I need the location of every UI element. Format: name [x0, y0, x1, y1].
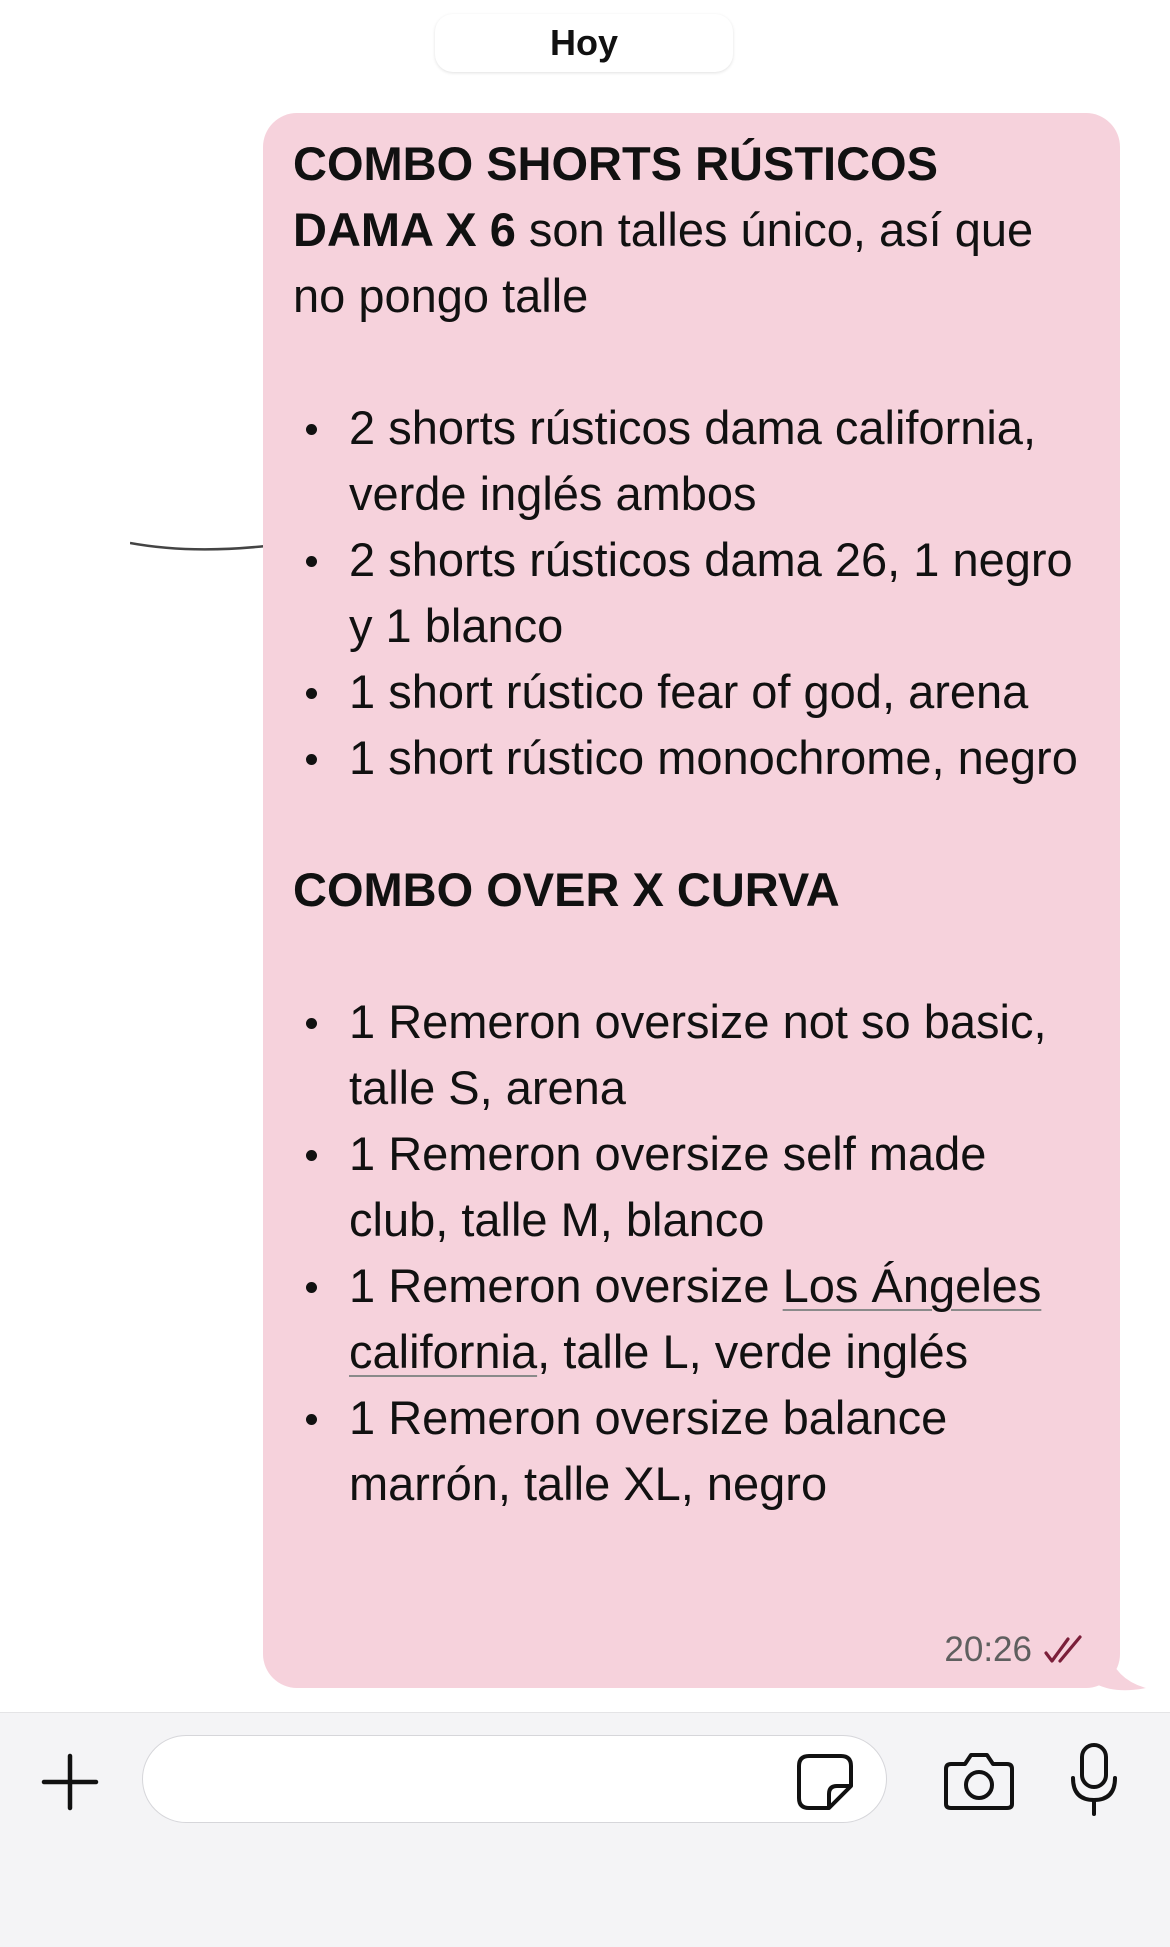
section1-heading: [293, 131, 1090, 329]
message-input[interactable]: [142, 1735, 887, 1823]
list-item: 2 shorts rústicos dama california, verde inglés ambos: [349, 395, 1090, 527]
message-text: [293, 131, 1090, 1517]
list-item: [349, 1253, 1090, 1385]
section2-heading: [293, 857, 1090, 923]
message-meta: [944, 1630, 1090, 1670]
date-separator: Hoy: [435, 14, 733, 72]
list-item: 1 short rústico monochrome, negro: [349, 725, 1090, 791]
camera-icon[interactable]: [943, 1750, 1015, 1812]
list-item: 1 Remeron oversize balance marrón, talle XL, negro: [349, 1385, 1090, 1517]
list-item: 1 Remeron oversize self made club, talle M, blanco: [349, 1121, 1090, 1253]
microphone-icon[interactable]: [1068, 1742, 1120, 1818]
plus-icon[interactable]: [38, 1750, 102, 1814]
list-item-text-after: , talle L, verde inglés: [537, 1325, 969, 1378]
list-item-text-before: 1 Remeron oversize: [349, 1259, 783, 1312]
message-time: 20:26: [944, 1630, 1032, 1669]
bubble-tail: [1096, 1640, 1146, 1692]
sticker-icon[interactable]: [795, 1752, 855, 1812]
list-item: 1 short rústico fear of god, arena: [349, 659, 1090, 725]
section1-list: [293, 395, 1090, 791]
location-link[interactable]: Los Ángeles california: [349, 1259, 1042, 1378]
section2-title: COMBO OVER X CURVA: [293, 863, 840, 916]
section1-title: COMBO SHORTS RÚSTICOS DAMA X 6: [293, 137, 938, 256]
section1-subtitle: son talles único, así que no pongo talle: [293, 203, 1034, 322]
stray-line-mark: [130, 528, 266, 558]
section2-list: [293, 989, 1090, 1517]
list-item: 2 shorts rústicos dama 26, 1 negro y 1 blanco: [349, 527, 1090, 659]
list-item: 1 Remeron oversize not so basic, talle S, arena: [349, 989, 1090, 1121]
read-double-check-icon: [1042, 1635, 1090, 1665]
outgoing-message-bubble[interactable]: [263, 113, 1120, 1688]
